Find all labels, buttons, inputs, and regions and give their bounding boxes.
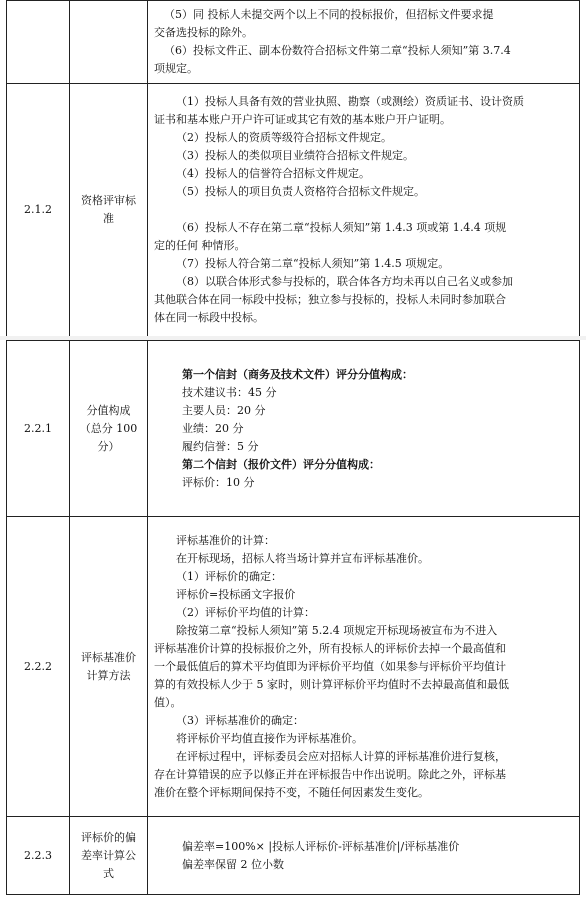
row-label: 分值构成（总分 100 分） — [70, 341, 148, 517]
row-label: 资格评审标准 — [70, 84, 148, 337]
row-number: 2.1.2 — [7, 84, 70, 337]
text-line: （5）投标人的项目负责人资格符合招标文件规定。 — [176, 185, 425, 198]
text-line: （6）投标人不存在第二章“投标人须知”第 1.4.3 项或第 1.4.4 项规 — [176, 221, 507, 234]
text-line: 准价在整个评标期间保持不变，不随任何因素发生变化。 — [154, 785, 429, 799]
text-line: 一个最低值后的算术平均值即为评标价平均值（如果参与评标价平均值计 — [154, 659, 506, 673]
number-cell-empty — [7, 1, 70, 84]
text-line: 评标基准价的计算： — [176, 533, 275, 547]
criteria-table-lower — [6, 340, 580, 895]
spacer — [154, 201, 575, 219]
deviation-rate-content — [148, 817, 580, 895]
text-line: （3）投标人的类似项目业绩符合招标文件规定。 — [176, 149, 414, 162]
text-line: （3）评标基准价的确定： — [176, 713, 304, 727]
text-line: 体在同一标段中投标。 — [154, 311, 264, 324]
text-line: （2）评标价平均值的计算： — [176, 605, 315, 619]
text-line: 在开标现场，招标人将当场计算并宣布评标基准价。 — [176, 551, 429, 565]
table-row-2-2-1 — [7, 341, 580, 517]
text-line: 评标价：10 分 — [182, 475, 255, 489]
text-line: 履约信誉：5 分 — [182, 439, 259, 453]
table-row-continuation — [7, 1, 580, 84]
text-line: 证书和基本账户开户许可证或其它有效的基本账户开户证明。 — [154, 113, 451, 126]
text-line: 定的任何 种情形。 — [154, 239, 246, 252]
score-composition-content — [148, 341, 580, 517]
text-line: （1）投标人具备有效的营业执照、勘察（或测绘）资质证书、设计资质 — [176, 95, 524, 108]
text-line: 偏差率=100%× |投标人评标价-评标基准价|/评标基准价 — [182, 839, 460, 853]
row-number: 2.2.2 — [7, 517, 70, 817]
row-label: 评标价的偏差率计算公式 — [70, 817, 148, 895]
text-line: 第二个信封（报价文件）评分分值构成： — [182, 457, 380, 471]
text-line: 评标价=投标函文字报价 — [176, 587, 296, 601]
text-line: 将评标价平均值直接作为评标基准价。 — [176, 731, 363, 745]
benchmark-price-content — [148, 517, 580, 817]
row-label: 评标基准价计算方法 — [70, 517, 148, 817]
row-number: 2.2.3 — [7, 817, 70, 895]
text-line: 值）。 — [154, 695, 182, 709]
text-line: （4）投标人的信誉符合招标文件规定。 — [176, 167, 370, 180]
text-line: 除按第二章“投标人须知”第 5.2.4 项规定开标现场被宣布为不进入 — [176, 623, 498, 637]
text-line: （6）投标文件正、副本份数符合招标文件第二章“投标人须知”第 3.7.4 — [164, 44, 511, 57]
text-line: （1）评标价的确定： — [176, 569, 282, 583]
qualification-criteria-content — [148, 84, 580, 337]
text-line: 交备选投标的除外。 — [154, 26, 253, 39]
text-line: 主要人员：20 分 — [182, 403, 266, 417]
text-line: 算的有效投标人少于 5 家时，则计算评标价平均值时不去掉最高值和最低 — [154, 677, 509, 691]
text-line: 在评标过程中，评标委员会应对招标人计算的评标基准价进行复核， — [176, 749, 506, 763]
text-line: （2）投标人的资质等级符合招标文件规定。 — [176, 131, 392, 144]
text-line: 其他联合体在同一标段中投标；独立参与投标的，投标人未同时参加联合 — [154, 293, 506, 306]
row-number: 2.2.1 — [7, 341, 70, 517]
table-row-2-1-2 — [7, 84, 580, 337]
text-line: （7）投标人符合第二章“投标人须知”第 1.4.5 项规定。 — [176, 257, 450, 270]
text-line: 偏差率保留 2 位小数 — [182, 857, 284, 871]
label-cell-empty — [70, 1, 148, 84]
text-line: 项规定。 — [154, 62, 198, 75]
text-line: 第一个信封（商务及技术文件）评分分值构成： — [182, 367, 413, 381]
text-line: 存在计算错误的应予以修正并在评标报告中作出说明。除此之外，评标基 — [154, 767, 506, 781]
text-line: 业绩：20 分 — [182, 421, 244, 435]
text-line: （5）同 投标人未提交两个以上不同的投标报价，但招标文件要求提 — [164, 8, 494, 21]
text-line: （8）以联合体形式参与投标的，联合体各方均未再以自己名义或参加 — [176, 275, 513, 288]
criteria-table-upper — [6, 0, 580, 337]
table-row-2-2-2 — [7, 517, 580, 817]
text-line: 技术建议书：45 分 — [182, 385, 277, 399]
text-line: 评标基准价计算的投标报价之外，所有投标人的评标价去掉一个最高值和 — [154, 641, 506, 655]
content-cell-continuation — [148, 1, 580, 84]
table-row-2-2-3 — [7, 817, 580, 895]
